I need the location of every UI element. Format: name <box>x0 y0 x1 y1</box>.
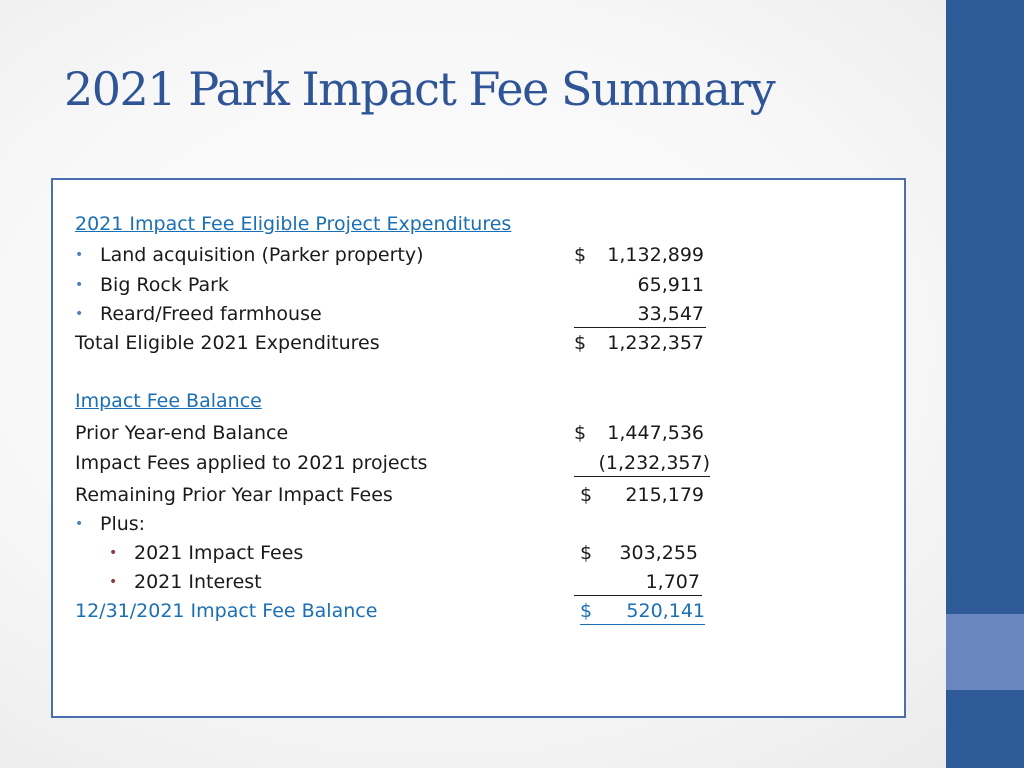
slide-title: 2021 Park Impact Fee Summary <box>64 62 775 116</box>
bullet-icon: • <box>109 545 118 561</box>
total-label: Total Eligible 2021 Expenditures <box>75 332 380 354</box>
balance-row <box>53 450 904 476</box>
ending-balance-row <box>53 598 904 624</box>
addition-amount: 1,707 <box>574 569 702 596</box>
balance-row: Remaining Prior Year Impact Fees $ 215,179 <box>75 484 704 506</box>
addition-row <box>53 569 904 595</box>
ending-balance-label: 12/31/2021 Impact Fee Balance <box>75 600 378 622</box>
bullet-icon: • <box>75 247 84 263</box>
sidebar-accent-block <box>946 614 1024 690</box>
balance-heading: Impact Fee Balance <box>75 390 262 412</box>
expenditure-label: Land acquisition (Parker property) <box>100 244 424 266</box>
ending-balance-amount: $ 520,141 <box>580 598 705 625</box>
expenditure-row: • Big Rock Park 65,911 <box>75 274 704 296</box>
summary-content-box <box>51 178 906 718</box>
expenditure-label: Reard/Freed farmhouse <box>100 303 322 325</box>
balance-row: Prior Year-end Balance $ 1,447,536 <box>75 422 704 444</box>
applied-amount: (1,232,357) <box>574 450 710 477</box>
expenditure-label: Big Rock Park <box>100 274 229 296</box>
expenditures-heading: 2021 Impact Fee Eligible Project Expenditures <box>75 213 512 235</box>
bullet-icon: • <box>75 516 84 532</box>
plus-row <box>53 511 904 537</box>
applied-label: Impact Fees applied to 2021 projects <box>75 452 428 474</box>
remaining-label: Remaining Prior Year Impact Fees <box>75 484 393 506</box>
expenditures-heading-row <box>53 211 904 237</box>
bullet-icon: • <box>75 306 84 322</box>
addition-row: • 2021 Impact Fees $ 303,255 <box>109 542 698 564</box>
bullet-icon: • <box>75 277 84 293</box>
balance-heading-row <box>53 388 904 414</box>
prior-year-end-label: Prior Year-end Balance <box>75 422 289 444</box>
expenditure-row: • Land acquisition (Parker property) $ 1,132,899 <box>75 244 704 266</box>
addition-label: 2021 Interest <box>134 571 262 593</box>
addition-label: 2021 Impact Fees <box>134 542 304 564</box>
bullet-icon: • <box>109 574 118 590</box>
expenditure-amount: 33,547 <box>574 301 706 328</box>
expenditures-total-row: Total Eligible 2021 Expenditures $ 1,232,357 <box>75 332 704 354</box>
expenditure-row <box>53 301 904 327</box>
plus-label: Plus: <box>100 513 146 535</box>
